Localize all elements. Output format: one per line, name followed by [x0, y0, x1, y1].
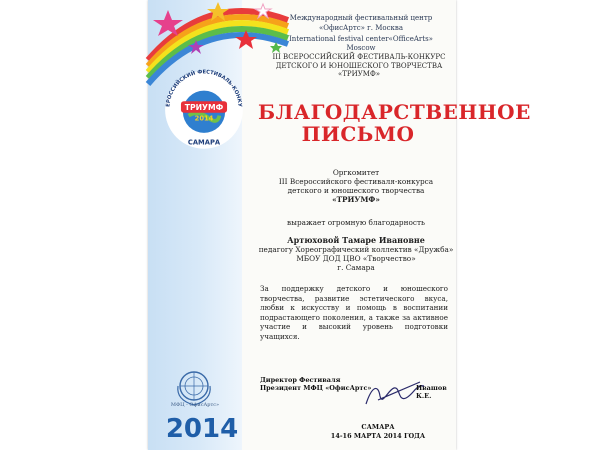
recipient-line-3: МБОУ ДОД ЦВО «Творчество»: [296, 254, 416, 263]
committee-line-2: III Всероссийского фестиваля-конкурса: [278, 177, 434, 186]
festival-header: [266, 53, 452, 79]
footer-dates: 14-16 МАРТА 2014 ГОДА: [330, 432, 426, 440]
signatory-name: Ивашов К.Е.: [416, 384, 447, 400]
emblem-label: МФЦ - ОфисАртс»: [170, 402, 220, 408]
footer-city: САМАРА: [361, 423, 395, 431]
festival-header-line-1: III ВСЕРОССИЙСКИЙ ФЕСТИВАЛЬ-КОНКУРС: [272, 53, 446, 61]
recipient-line-4: г. Самара: [337, 263, 375, 272]
certificate-document: [148, 0, 531, 450]
logo-arc-text: ЕРОССИЙСКИЙ ФЕСТИВАЛЬ-КОНКУ: [165, 69, 243, 108]
committee-block: [258, 168, 454, 204]
festival-logo: [156, 58, 252, 154]
logo-year: 2014: [194, 114, 214, 123]
logo-name: ТРИУМФ: [184, 102, 224, 112]
document-title-line-1: БЛАГОДАРСТВЕННОЕ: [258, 100, 531, 124]
festival-header-line-3: «ТРИУМФ»: [337, 70, 381, 78]
recipient-block: [258, 236, 454, 272]
footer-year: 2014: [165, 414, 239, 444]
recipient-name: Артюховой Тамаре Ивановне: [287, 235, 425, 245]
organizer-line-1: Международный фестивальный центр: [289, 14, 433, 22]
signatory-title-1: Директор Фестиваля: [260, 376, 341, 384]
committee-line-3: детского и юношеского творчества: [287, 186, 425, 195]
logo-city: САМАРА: [187, 138, 221, 147]
committee-line-4: «ТРИУМФ»: [332, 195, 380, 204]
organizer-line-2: «ОфисАртс» г. Москва: [318, 24, 404, 32]
festival-header-line-2: ДЕТСКОГО И ЮНОШЕСКОГО ТВОРЧЕСТВА: [275, 61, 443, 70]
gratitude-line: выражает огромную благодарность: [287, 218, 425, 227]
recipient-line-2: педагогу Хореографический коллектив «Дружба»: [258, 245, 454, 254]
organizer-line-3: International festival center«OfficeArts» Moscow: [289, 35, 433, 52]
signatory-title-2: Президент МФЦ «ОфисАртс»: [260, 384, 372, 392]
committee-line-1: Оргкомитет: [332, 168, 380, 177]
reason-paragraph: За поддержку детского и юношеского творчества, развитие эстетического вкуса, любви к искусству и помощь в воспитании подрастающего поколения, а также за активное участие и высокий уровень подготовки учащихся.: [260, 284, 448, 341]
document-title-line-2: ПИСЬМО: [301, 122, 415, 146]
